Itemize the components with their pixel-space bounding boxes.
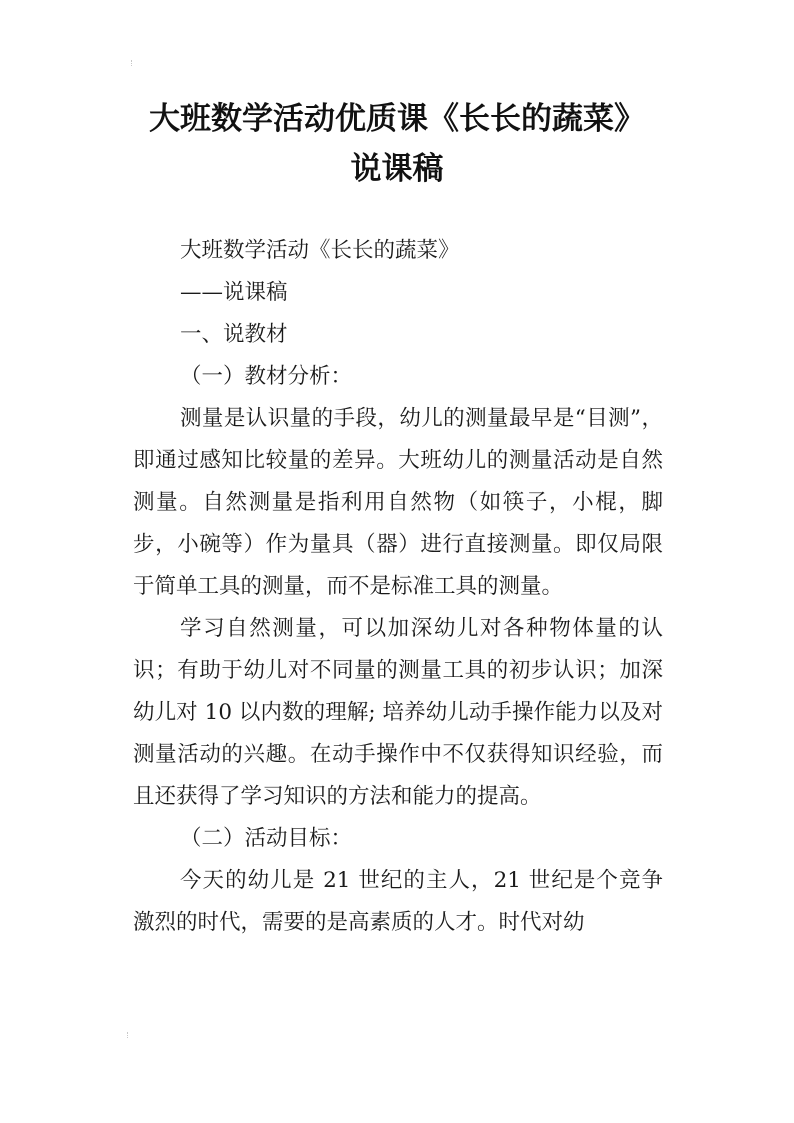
paragraph-goals: 今天的幼儿是 21 世纪的主人，21 世纪是个竞争激烈的时代，需要的是高素质的人才。时代对幼 xyxy=(133,868,663,935)
scan-mark xyxy=(127,1032,131,1038)
scan-mark xyxy=(131,60,135,66)
byline: ——说课稿 xyxy=(180,280,288,305)
paragraph-measurement: 测量是认识量的手段，幼儿的测量最早是“目测”，即通过感知比较量的差异。大班幼儿的测量活动是自然测量。自然测量是指利用自然物（如筷子，小棍，脚步，小碗等）作为量具（器）进行直接测量。即仅局限于简单工具的测量，而不是标准工具的测量。 xyxy=(133,406,663,599)
paragraph-natural-measurement: 学习自然测量，可以加深幼儿对各种物体量的认识；有助于幼儿对不同量的测量工具的初步认识；加深幼儿对 10 以内数的理解; 培养幼儿动手操作能力以及对测量活动的兴趣。在动手操作中不仅获得知识经验，而且还获得了学习知识的方法和能力的提高。 xyxy=(133,616,663,809)
subsection-heading-goals: （二）活动目标： xyxy=(180,826,353,851)
subtitle: 大班数学活动《长长的蔬菜》 xyxy=(180,238,460,263)
document-title xyxy=(110,94,684,194)
title-line-2: 说课稿 xyxy=(350,151,444,187)
title-line-1: 大班数学活动优质课《长长的蔬菜》 xyxy=(149,101,645,137)
section-heading-jiaocai: 一、说教材 xyxy=(180,322,288,347)
subsection-heading-analysis: （一）教材分析： xyxy=(180,364,353,389)
document-body xyxy=(133,230,663,944)
